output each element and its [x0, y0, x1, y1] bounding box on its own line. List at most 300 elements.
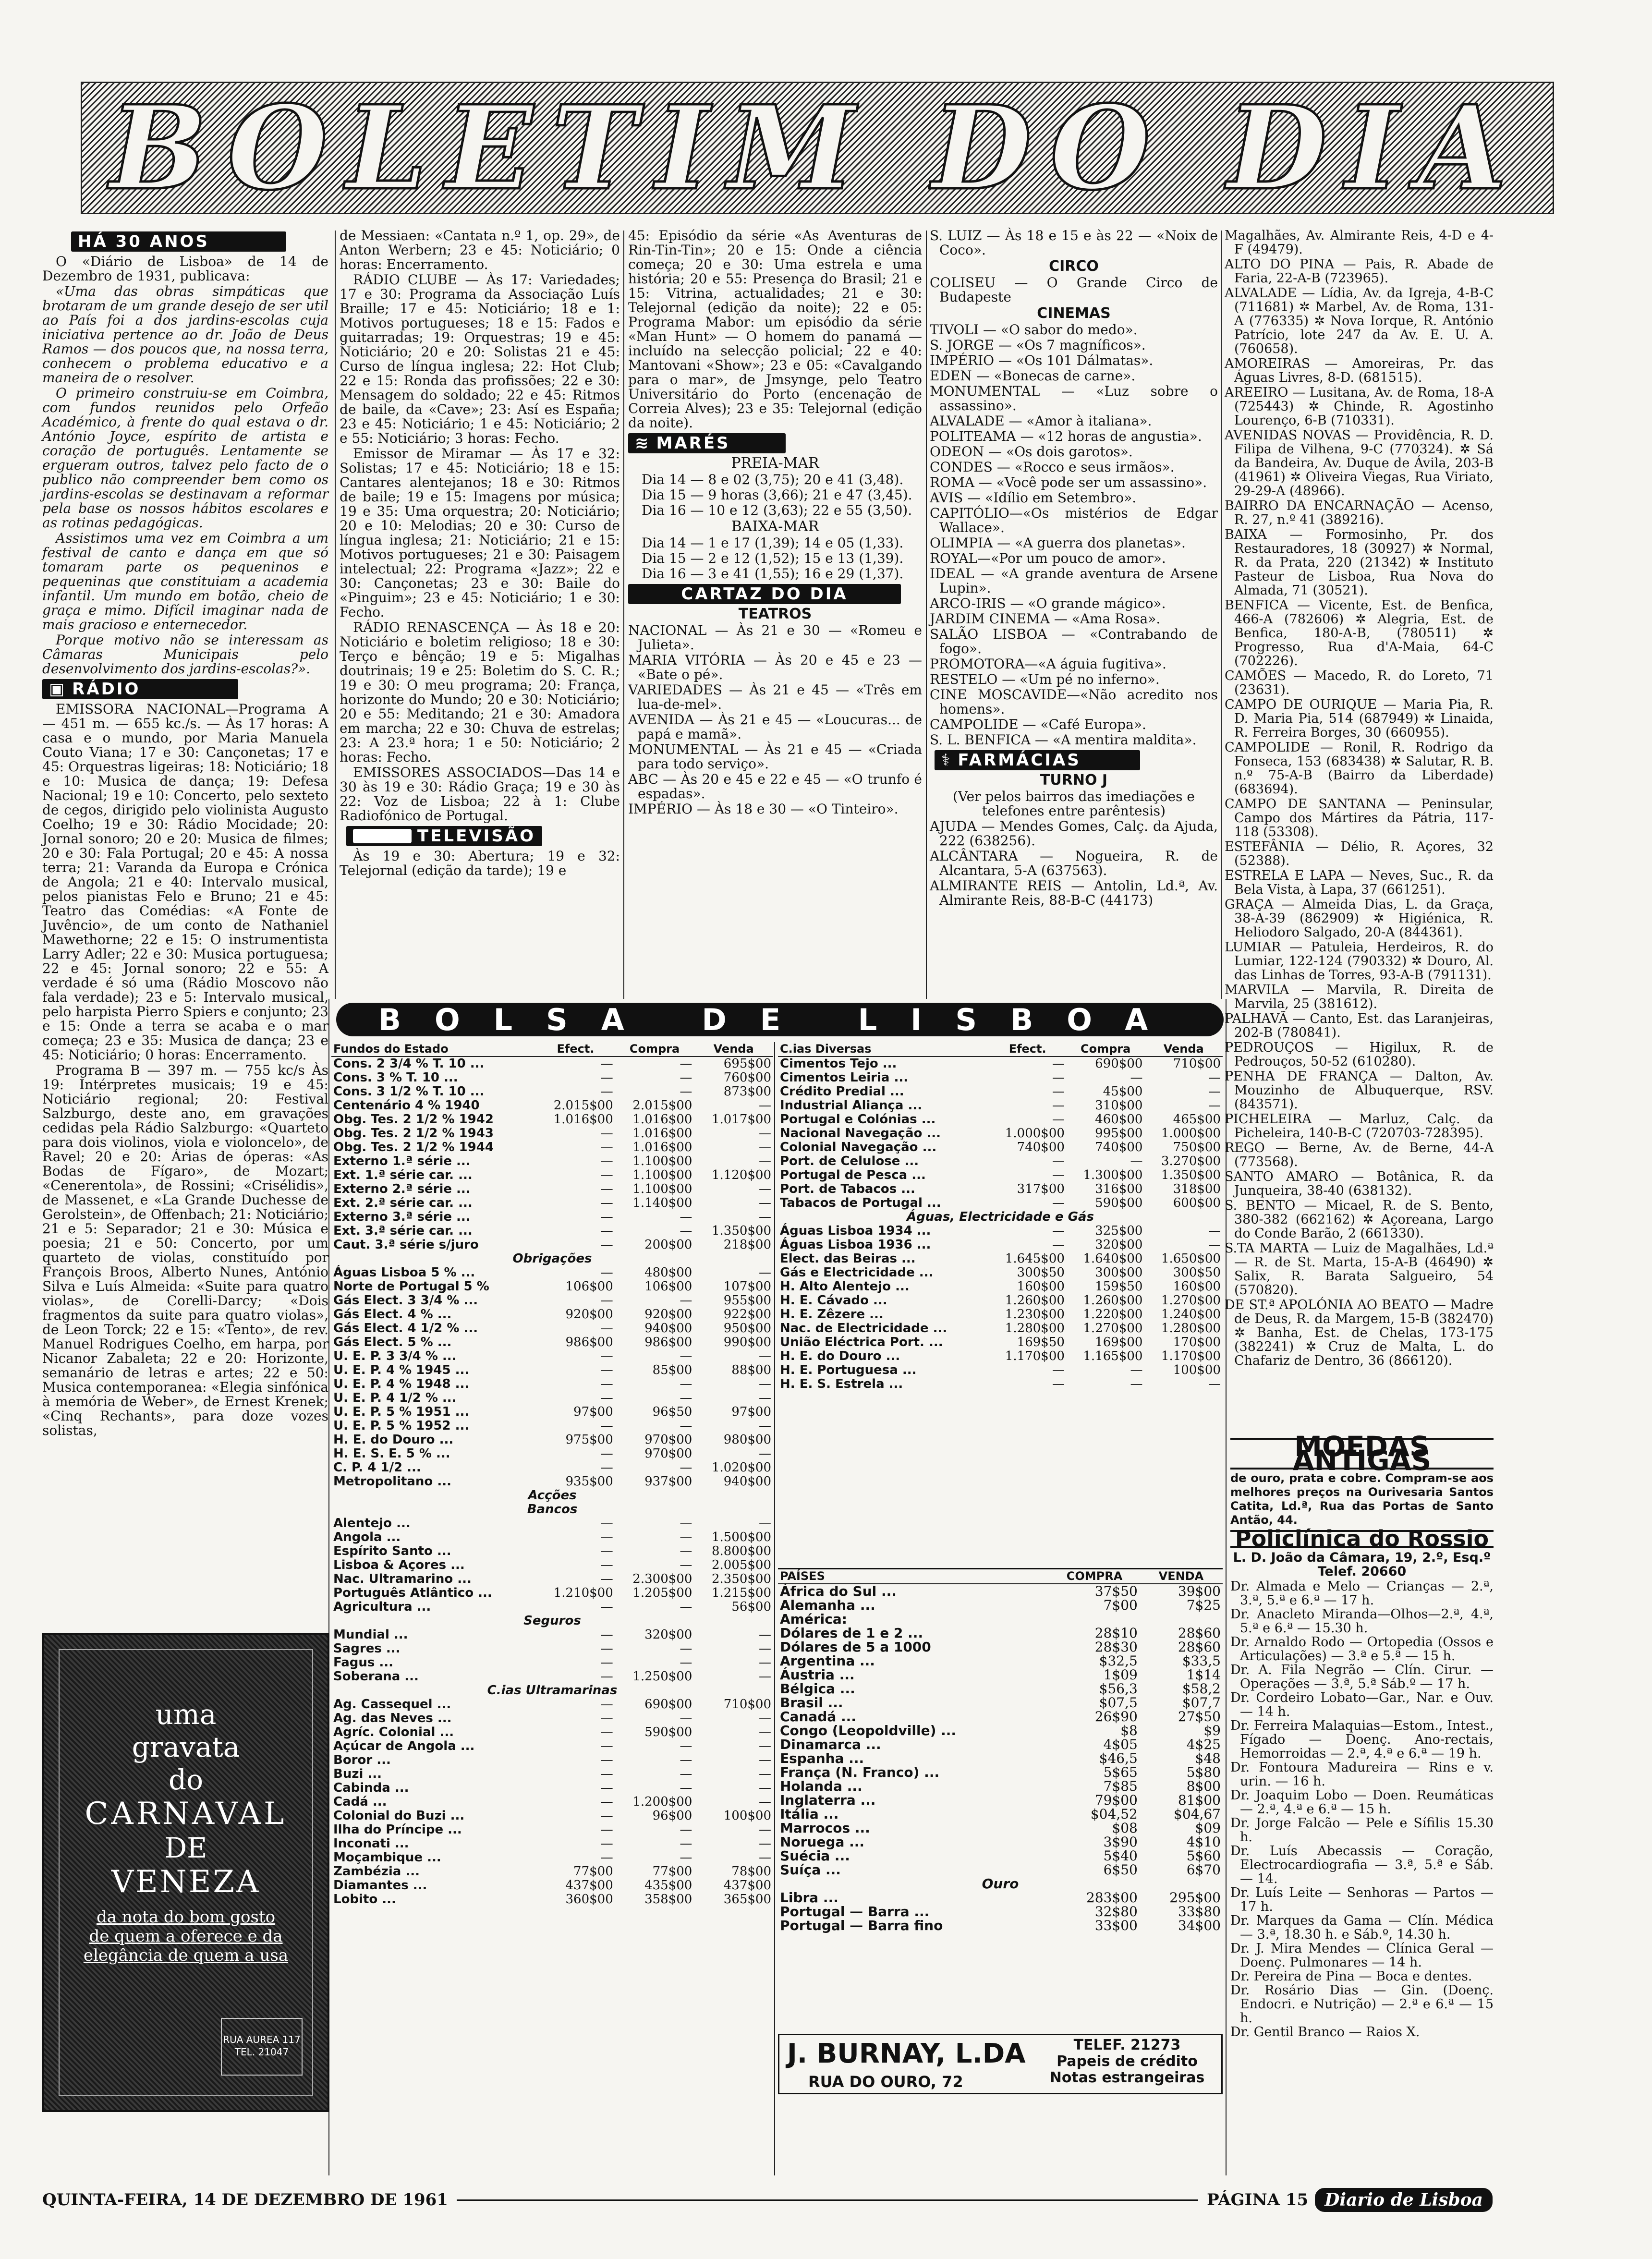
table-row [331, 1168, 773, 1182]
price-cell: 100$00 [723, 1809, 771, 1823]
farmacias-list [930, 819, 1218, 908]
price-cell: 170$00 [1173, 1335, 1221, 1349]
security-name: H. E. do Douro ... [333, 1433, 454, 1447]
table-header: Efect. [988, 1042, 1067, 1057]
table-row [331, 1113, 773, 1127]
pharmacy-item: PEDROUÇOS — Higilux, R. de Pedrouços, 50-52 (610280). [1225, 1040, 1494, 1069]
security-name: Suécia ... [780, 1848, 850, 1864]
price-cell: — [1208, 1238, 1221, 1252]
price-cell: — [759, 1140, 771, 1154]
price-cell: — [680, 1084, 692, 1099]
security-name: Ilha do Príncipe ... [333, 1822, 462, 1837]
security-name: Portugal — Barra fino [780, 1918, 943, 1933]
price-cell: — [600, 1669, 613, 1684]
section-cartaz-do-dia [628, 584, 901, 604]
price-cell: — [600, 1753, 613, 1767]
price-cell: — [600, 1446, 613, 1461]
burnay-address: RUA DO OURO, 72 [808, 2073, 963, 2091]
price-cell: $04,67 [1174, 1806, 1221, 1822]
column-4 [930, 229, 1218, 909]
pharmacy-item: CAMPO DE SANTANA — Peninsular, Campo dos Mártires da Pátria, 117-118 (53308). [1225, 797, 1494, 839]
price-cell: — [680, 1781, 692, 1795]
ad-line: da nota do bom gosto [96, 1907, 276, 1927]
security-name: H. E. S. E. 5 % ... [333, 1446, 450, 1461]
security-name: Marrocos ... [780, 1820, 870, 1836]
security-name: Português Atlântico ... [333, 1586, 492, 1600]
price-cell: 1.000$00 [1005, 1126, 1065, 1141]
security-name: Portugal de Pesca ... [780, 1168, 926, 1182]
price-cell: — [600, 1210, 613, 1224]
table-subheading-row [778, 1877, 1223, 1891]
price-cell: — [680, 1753, 692, 1767]
pharmacy-item: ESTEFÂNIA — Délio, R. Açores, 32 (52388). [1225, 839, 1494, 868]
table-row [778, 1696, 1223, 1710]
table-row [778, 1863, 1223, 1877]
pharmacy-item: CAMÕES — Macedo, R. do Loreto, 71 (23631). [1225, 668, 1494, 697]
table-row [778, 1668, 1223, 1682]
price-cell: 27$50 [1178, 1709, 1221, 1725]
price-cell: 6$50 [1103, 1862, 1138, 1878]
security-name: França (N. Franco) ... [780, 1764, 940, 1780]
price-cell: 1.210$00 [553, 1586, 613, 1600]
section-ha-30-anos [71, 231, 286, 252]
baixa-mar-label: BAIXA-MAR [731, 518, 819, 535]
table-row [331, 1586, 773, 1600]
security-name: Externo 3.ª série ... [333, 1210, 471, 1224]
footer-rule [457, 2199, 1198, 2201]
security-name: Cadá ... [333, 1795, 387, 1809]
page-footer [42, 2188, 1493, 2212]
listing-item: NACIONAL — Às 21 e 30 — «Romeu e Julieta». [628, 622, 922, 653]
paragraph: de Messiaen: «Cantata n.º 1, op. 29», de Anton Werbern; 23 e 45: Noticiário; 0 horas: Encerramento. [340, 228, 620, 272]
price-cell: 160$00 [1173, 1279, 1221, 1294]
security-name: Cimentos Tejo ... [780, 1057, 897, 1071]
pharmacy-item: CAMPO DE OURIQUE — Maria Pia, R. D. Maria Pia, 514 (687949) ✲ Linaida, R. Ferreira Borges, 30 (660955). [1225, 697, 1494, 740]
price-cell: 295$00 [1169, 1890, 1221, 1906]
paragraph: O «Diário de Lisboa» de 14 de Dezembro de 1931, publicava: [42, 254, 328, 284]
burnay-info [1041, 2037, 1214, 2086]
price-cell: $08 [1112, 1820, 1138, 1836]
pharmacy-item: PALHAVÃ — Canto, Est. das Laranjeiras, 202-B (780841). [1225, 1011, 1494, 1040]
price-cell: 365$00 [723, 1892, 771, 1907]
table-row [778, 1654, 1223, 1668]
price-cell: — [600, 1377, 613, 1391]
bolsa-left-table [331, 1042, 773, 1907]
price-cell: — [600, 1084, 613, 1099]
price-cell: — [600, 1850, 613, 1865]
price-cell: 995$00 [1095, 1126, 1143, 1141]
price-cell: — [600, 1795, 613, 1809]
section-televisao [346, 826, 542, 846]
table-header: Efect. [536, 1042, 615, 1057]
price-cell: — [600, 1238, 613, 1252]
price-cell: 2.015$00 [632, 1098, 692, 1113]
wave-icon: ≋ [635, 434, 651, 453]
table-row [778, 1127, 1223, 1141]
footer-date: QUINTA-FEIRA, 14 DE DEZEMBRO DE 1961 [42, 2190, 448, 2210]
table-header: Compra [1067, 1042, 1145, 1057]
price-cell: 750$00 [1173, 1140, 1221, 1154]
policlinica-address: L. D. João da Câmara, 19, 2.º, Esq.º Telef. 20660 [1233, 1550, 1491, 1579]
listing-item: S. LUIZ — Às 18 e 15 e às 22 — «Noix de Coco». [930, 228, 1218, 258]
column-5 [1225, 229, 1494, 1369]
price-cell: — [759, 1446, 771, 1461]
price-cell: 1.280$00 [1005, 1321, 1065, 1336]
bolsa-de-lisboa-heading [336, 1003, 1224, 1036]
security-name: Cabinda ... [333, 1781, 409, 1795]
price-cell: $07,7 [1182, 1695, 1221, 1711]
table-subheading-row [331, 1684, 773, 1698]
table-row [331, 1322, 773, 1336]
price-cell: — [1130, 1070, 1143, 1085]
security-name: Zambézia ... [333, 1864, 420, 1879]
price-cell: 320$00 [644, 1627, 692, 1642]
price-cell: 200$00 [644, 1238, 692, 1252]
price-cell: 77$00 [573, 1864, 613, 1879]
price-cell: — [759, 1641, 771, 1656]
ad-line: gravata [132, 1731, 240, 1763]
table-row [778, 1724, 1223, 1737]
price-cell: 26$90 [1094, 1709, 1138, 1725]
doctor-item: Dr. Cordeiro Lobato—Gar., Nar. e Ouv. — 14 h. [1230, 1690, 1494, 1719]
table-header-row [778, 1569, 1223, 1584]
price-cell: 28$30 [1094, 1639, 1138, 1655]
price-cell: 975$00 [565, 1433, 613, 1447]
price-cell: — [600, 1391, 613, 1405]
table-row [778, 1196, 1223, 1210]
security-name: U. E. P. 4 1/2 % ... [333, 1391, 457, 1405]
security-name: Águas Lisboa 1936 ... [780, 1238, 931, 1252]
pharmacy-item: DE ST.ª APOLÓNIA AO BEATO — Madre de Deus, R. da Margem, 15-B (382470) ✲ Banha, Est. de Chelas, 173-175 (382241) ✲ Cruz de Malta, L. do Chafariz de Dentro, 36 (866120). [1225, 1298, 1494, 1368]
price-cell: 169$50 [1017, 1335, 1065, 1349]
table-row [778, 1336, 1223, 1349]
price-cell: 1.220$00 [1083, 1307, 1143, 1322]
price-cell: $56,3 [1099, 1681, 1138, 1697]
price-cell: 760$00 [723, 1070, 771, 1085]
table-row [331, 1085, 773, 1099]
table-row [778, 1793, 1223, 1807]
table-subheading: Obrigações [512, 1251, 592, 1266]
security-name: Gás Elect. 3 3/4 % ... [333, 1293, 478, 1308]
listing-item: AVENIDA — Às 21 e 45 — «Loucuras... de papá e mamã». [628, 712, 922, 742]
teatros-label: TEATROS [738, 606, 812, 622]
pharmacy-item: ALMIRANTE REIS — Antolin, Ld.ª, Av. Almirante Reis, 88-B-C (44173) [930, 878, 1218, 908]
security-name: Obg. Tes. 2 1/2 % 1943 [333, 1126, 494, 1141]
security-name: Inglaterra ... [780, 1792, 876, 1808]
security-name: Norte de Portugal 5 % [333, 1279, 489, 1294]
table-row [331, 1670, 773, 1684]
ad-line: elegância de quem a usa [83, 1946, 289, 1965]
doctor-item: Dr. Luís Leite — Senhoras — Partos — 17 h. [1230, 1885, 1494, 1914]
price-cell: — [759, 1739, 771, 1753]
table-row [331, 1099, 773, 1113]
security-name: Mundial ... [333, 1627, 408, 1642]
turno-label: TURNO J [1040, 772, 1108, 789]
preia-mar-label: PREIA-MAR [731, 455, 819, 472]
price-cell: — [600, 1182, 613, 1196]
security-name: Gás e Electricidade ... [780, 1265, 934, 1280]
table-row [778, 1113, 1223, 1127]
price-cell: — [600, 1460, 613, 1475]
price-cell: — [759, 1795, 771, 1809]
price-cell: 1$14 [1186, 1667, 1221, 1683]
price-cell: 1.200$00 [632, 1795, 692, 1809]
price-cell: — [680, 1544, 692, 1558]
table-subheading: Seguros [523, 1614, 581, 1628]
doctor-item: Dr. Pereira de Pina — Boca e dentes. [1230, 1969, 1472, 1984]
table-row [778, 1141, 1223, 1154]
table-row [778, 1280, 1223, 1294]
price-cell: — [1052, 1070, 1065, 1085]
price-cell: 937$00 [644, 1474, 692, 1489]
security-name: Espírito Santo ... [333, 1544, 451, 1558]
table-row [778, 1182, 1223, 1196]
table-row [331, 1238, 773, 1252]
teatros-list [628, 623, 922, 816]
table-row [331, 1809, 773, 1823]
table-row [778, 1919, 1223, 1932]
price-cell: 1.170$00 [1005, 1349, 1065, 1363]
price-cell: 79$00 [1094, 1792, 1138, 1808]
price-cell: 460$00 [1095, 1112, 1143, 1127]
price-cell: — [600, 1419, 613, 1433]
listing-item: ODEON — «Os dois garotos». [930, 444, 1133, 460]
security-name: Brasil ... [780, 1695, 843, 1711]
doctor-item: Dr. Marques da Gama — Clín. Médica — 3.ª, 18.30 h. e Sáb.º, 14.30 h. [1230, 1913, 1494, 1942]
price-cell: — [680, 1293, 692, 1308]
table-row [778, 1807, 1223, 1821]
security-name: U. E. P. 4 % 1948 ... [333, 1377, 470, 1391]
pharmacy-item: AJUDA — Mendes Gomes, Calç. da Ajuda, 222 (638256). [930, 818, 1218, 849]
security-name: H. E. S. Estrela ... [780, 1377, 903, 1391]
doctor-item: Dr. J. Mira Mendes — Clínica Geral — Doenç. Pulmonares — 14 h. [1230, 1941, 1494, 1970]
boletim-banner [81, 82, 1554, 214]
security-name: Suíça ... [780, 1862, 841, 1878]
table-row [331, 1739, 773, 1753]
price-cell: $33,5 [1182, 1653, 1221, 1669]
price-cell: 97$00 [731, 1405, 771, 1419]
price-cell: 1.300$00 [1083, 1168, 1143, 1182]
table-row [331, 1280, 773, 1294]
farmacias-list-continued [1225, 229, 1494, 1368]
price-cell: 1$09 [1103, 1667, 1138, 1683]
table-row [778, 1835, 1223, 1849]
price-cell: 2.300$00 [632, 1572, 692, 1586]
price-cell: 920$00 [644, 1307, 692, 1322]
security-name: Gás Elect. 5 % ... [333, 1335, 452, 1349]
table-row [778, 1099, 1223, 1113]
price-cell: — [600, 1711, 613, 1725]
column-rule [926, 231, 927, 999]
price-cell: 316$00 [1095, 1182, 1143, 1196]
cinemas-list [930, 323, 1218, 747]
price-cell: — [680, 1739, 692, 1753]
pharmacy-item: GRAÇA — Almeida Dias, L. da Graça, 38-A-39 (862909) ✲ Higiénica, R. Heliodoro Salgado, 20-A (844361). [1225, 897, 1494, 940]
price-cell: — [600, 1070, 613, 1085]
price-cell: 310$00 [1095, 1098, 1143, 1113]
column-rule [335, 231, 336, 999]
security-name: Portugal — Barra ... [780, 1904, 930, 1919]
security-name: Port. de Tabacos ... [780, 1182, 915, 1196]
price-cell: 2.350$00 [711, 1572, 771, 1586]
price-cell: 1.205$00 [632, 1586, 692, 1600]
table-row [331, 1377, 773, 1391]
listing-item: MARIA VITÓRIA — Às 20 e 45 e 23 — «Bate o pé». [628, 652, 922, 682]
price-cell: 940$00 [723, 1474, 771, 1489]
security-name: Colonial do Buzi ... [333, 1809, 465, 1823]
table-row [331, 1517, 773, 1530]
listing-item: PROMOTORA—«A águia fugitiva». [930, 656, 1166, 672]
price-cell: — [680, 1822, 692, 1837]
security-name: Inconati ... [333, 1836, 409, 1851]
table-row [778, 1377, 1223, 1391]
price-cell: — [600, 1655, 613, 1670]
price-cell: — [759, 1377, 771, 1391]
footer-logo: Diario de Lisboa [1315, 2188, 1493, 2212]
paragraph: EMISSORES ASSOCIADOS—Das 14 e 30 às 19 e 30: Rádio Graça; 19 e 30 às 22: Voz de Lisboa; 22 à 1: Clube Radiofónico de Portugal. [340, 765, 620, 824]
security-name: Alentejo ... [333, 1516, 411, 1530]
table-header: COMPRA [1049, 1569, 1140, 1584]
price-cell: 8$00 [1186, 1778, 1221, 1794]
listing-item: POLITEAMA — «12 horas de angustia». [930, 428, 1202, 444]
security-name: Gás Elect. 4 % ... [333, 1307, 452, 1322]
security-name: Centenário 4 % 1940 [333, 1098, 480, 1113]
tide-line: Dia 16 — 10 e 12 (3,63); 22 e 55 (3,50). [642, 502, 912, 518]
security-name: Diamantes ... [333, 1878, 427, 1893]
pharmacy-item: BAIXA — Formosinho, Pr. dos Restauradores, 18 (30927) ✲ Normal, R. da Prata, 220 (21342) ✲ Instituto Pasteur de Lisboa, Rua Nova do Almada, 71 (30521). [1225, 527, 1494, 598]
tide-line: Dia 14 — 1 e 17 (1,39); 14 e 05 (1,33). [642, 535, 904, 551]
pharmacy-item: S.TA MARTA — Luiz de Magalhães, Ld.ª — R. de St. Marta, 15-A-B (46490) ✲ Salix, R. Barata Salgueiro, 54 (570820). [1225, 1241, 1494, 1298]
table-row [331, 1363, 773, 1377]
pharmacy-item: BENFICA — Vicente, Est. de Benfica, 466-A (782606) ✲ Alegria, Est. de Benfica, 180-A-B, (780511) ✲ Progresso, Rua d'A-Maia, 64-C (702226). [1225, 598, 1494, 668]
table-header: Venda [1144, 1042, 1223, 1057]
price-cell: 5$65 [1103, 1764, 1138, 1780]
price-cell: 325$00 [1095, 1224, 1143, 1238]
listing-item: CONDES — «Rocco e seus irmãos». [930, 459, 1175, 475]
price-cell: — [759, 1265, 771, 1280]
price-cell: — [680, 1767, 692, 1781]
price-cell: 7$25 [1186, 1597, 1221, 1613]
security-name: União Eléctrica Port. ... [780, 1335, 943, 1349]
price-cell: — [759, 1767, 771, 1781]
price-cell: — [759, 1781, 771, 1795]
price-cell: — [680, 1655, 692, 1670]
security-name: América: [780, 1611, 847, 1627]
price-cell: — [600, 1168, 613, 1182]
price-cell: — [759, 1210, 771, 1224]
security-name: Ext. 2.ª série car. ... [333, 1196, 473, 1210]
paragraph: O primeiro construiu-se em Coimbra, com fundos reunidos pelo Orfeão Académico, à frente do qual estava o dr. António Joyce, espírito de artista e coração de português. Lentamente se ergueram outros, talvez pelo facto de o publico não compreender bem como os jardins-escolas se destinavam a reformar pela base os nossos hábitos escolares e as rotinas pedagógicas. [42, 385, 328, 531]
table-row [778, 1710, 1223, 1724]
price-cell: — [680, 1516, 692, 1530]
table-row [331, 1600, 773, 1614]
table-row [331, 1712, 773, 1725]
security-name: Águas Lisboa 5 % ... [333, 1265, 475, 1280]
security-name: Açúcar de Angola ... [333, 1739, 475, 1753]
table-subheading: Ouro [982, 1876, 1019, 1892]
price-cell: — [759, 1753, 771, 1767]
table-header: C.ias Diversas [778, 1042, 988, 1057]
listing-item: S. L. BENFICA — «A mentira maldita». [930, 732, 1197, 748]
price-cell: — [759, 1655, 771, 1670]
price-cell: — [759, 1850, 771, 1865]
security-name: Nacional Navegação ... [780, 1126, 941, 1141]
price-cell: — [1052, 1238, 1065, 1252]
price-cell: 740$00 [1017, 1140, 1065, 1154]
price-cell: 100$00 [1173, 1363, 1221, 1377]
price-cell: 710$00 [723, 1697, 771, 1712]
price-cell: — [680, 1349, 692, 1363]
security-name: H. E. Portuguesa ... [780, 1363, 917, 1377]
table-header-row [331, 1042, 773, 1057]
price-cell: 3$90 [1103, 1834, 1138, 1850]
security-name: Cons. 2 3/4 % T. 10 ... [333, 1057, 485, 1071]
security-name: Cons. 3 % T. 10 ... [333, 1070, 458, 1085]
table-row [331, 1210, 773, 1224]
pharmacy-item: REGO — Berne, Av. de Berne, 44-A (773568). [1225, 1141, 1494, 1169]
section-heading: CARTAZ DO DIA [681, 584, 848, 604]
pharmacy-item: AMOREIRAS — Amoreiras, Pr. das Águas Livres, 8-D. (681515). [1225, 356, 1494, 385]
stamp-line: TEL. 21047 [234, 2046, 289, 2058]
price-cell: 437$00 [723, 1878, 771, 1893]
table-row [778, 1363, 1223, 1377]
burnay-name: J. BURNAY, L.DA [787, 2038, 1026, 2069]
price-cell: 986$00 [565, 1335, 613, 1349]
price-cell: 6$70 [1186, 1862, 1221, 1878]
price-cell: 300$00 [1095, 1265, 1143, 1280]
doctor-item: Dr. Arnaldo Rodo — Ortopedia (Ossos e Articulações) — 3.ª e 5.ª — 15 h. [1230, 1635, 1494, 1664]
price-cell: 1.250$00 [632, 1669, 692, 1684]
table-row [778, 1849, 1223, 1863]
column-1 [42, 229, 328, 1439]
price-cell: 2.005$00 [711, 1558, 771, 1572]
pharmacy-item: Magalhães, Av. Almirante Reis, 4-D e 4-F (49479). [1225, 228, 1494, 257]
stamp-line: RUA AUREA 117 [223, 2034, 301, 2045]
listing-item: ABC — Às 20 e 45 e 22 e 45 — «O trunfo é espadas». [628, 771, 922, 802]
pharmacy-item: MARVILA — Marvila, R. Direita de Marvila, 25 (381612). [1225, 983, 1494, 1011]
table-row [331, 1154, 773, 1168]
security-name: Boror ... [333, 1753, 391, 1767]
price-cell [1049, 1612, 1140, 1626]
price-cell: — [759, 1822, 771, 1837]
table-subheading-row [331, 1614, 773, 1628]
pharmacy-icon: ⚕ [941, 751, 952, 770]
security-name: Gás Elect. 4 1/2 % ... [333, 1321, 478, 1336]
table-row [778, 1598, 1223, 1612]
price-cell: — [600, 1809, 613, 1823]
price-cell: 96$00 [652, 1809, 692, 1823]
security-name: Áustria ... [780, 1667, 855, 1683]
price-cell: — [1052, 1154, 1065, 1168]
table-row [331, 1266, 773, 1280]
paragraph: Porque motivo não se interessam as Câmaras Municipais pelo desenvolvimento dos jardins-escolas?». [42, 632, 328, 677]
table-row [778, 1224, 1223, 1238]
price-cell: — [1208, 1070, 1221, 1085]
price-cell: 283$00 [1086, 1890, 1138, 1906]
table-subheading: Bancos [527, 1502, 578, 1517]
column-3 [628, 229, 922, 817]
price-cell: — [1052, 1098, 1065, 1113]
price-cell: 1.120$00 [711, 1168, 771, 1182]
price-cell: 97$00 [573, 1405, 613, 1419]
table-row [778, 1682, 1223, 1696]
price-cell: 8.800$00 [711, 1544, 771, 1558]
price-cell: — [600, 1126, 613, 1141]
price-cell: 5$80 [1186, 1764, 1221, 1780]
table-row [331, 1224, 773, 1238]
table-row [778, 1057, 1223, 1071]
price-cell: — [600, 1224, 613, 1238]
